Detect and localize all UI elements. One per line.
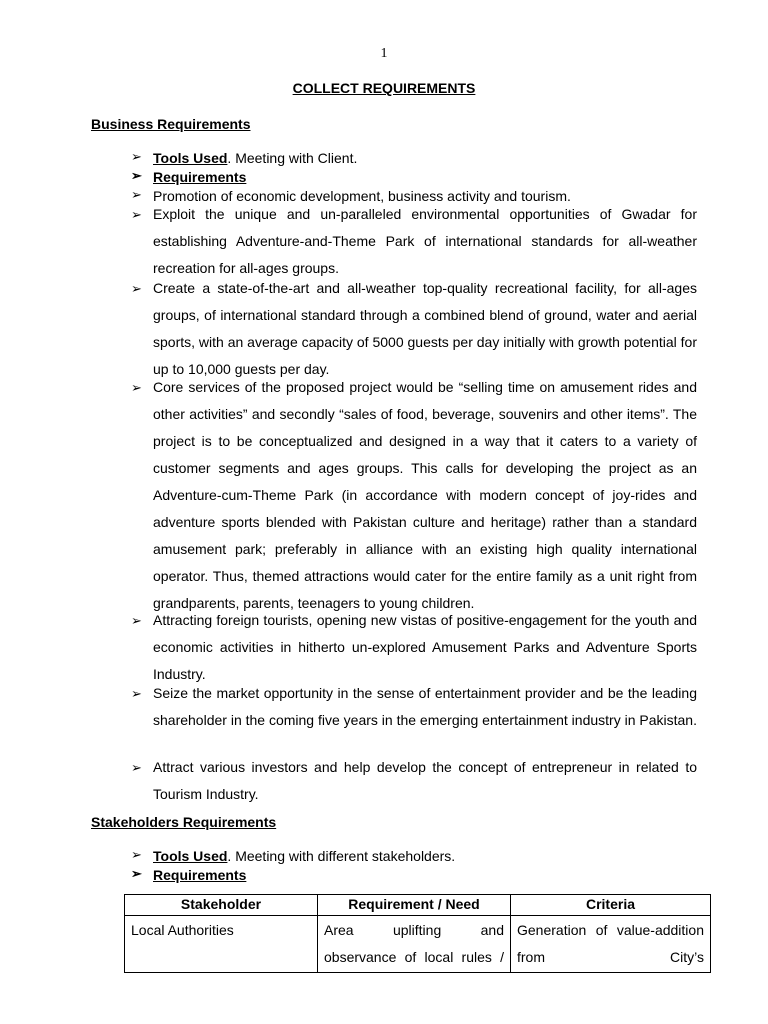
list-item: ➢ Seize the market opportunity in the sense of entertainment provider and be the leading shareholder in the coming five years in the emerging entertainment industry in Pakistan. xyxy=(131,685,697,728)
stakeholders-requirements-label: ➢ Requirements xyxy=(131,866,247,883)
arrow-bullet-icon: ➢ xyxy=(131,207,142,222)
arrow-bullet-icon: ➢ xyxy=(131,686,142,701)
column-header-stakeholder: Stakeholder xyxy=(125,895,318,916)
stakeholders-table xyxy=(124,894,711,973)
table-row xyxy=(125,916,711,973)
table-cell: Generation of value-addition from City’s xyxy=(511,916,711,973)
arrow-bullet-icon: ➢ xyxy=(131,613,142,628)
document-title: COLLECT REQUIREMENTS xyxy=(292,80,476,96)
arrow-bullet-icon: ➢ xyxy=(131,168,142,183)
stakeholders-requirements-heading: Stakeholders Requirements xyxy=(91,814,277,830)
column-header-criteria: Criteria xyxy=(511,895,711,916)
stakeholders-tools-used: ➢ Tools Used. Meeting with different stakeholders. xyxy=(131,847,456,864)
arrow-bullet-icon: ➢ xyxy=(131,187,142,202)
arrow-bullet-icon: ➢ xyxy=(131,847,142,862)
table-cell: Local Authorities xyxy=(125,916,318,973)
list-item: ➢ Attract various investors and help develop the concept of entrepreneur in related to Tourism Industry. xyxy=(131,759,697,802)
arrow-bullet-icon: ➢ xyxy=(131,149,142,164)
page-number: 1 xyxy=(380,46,388,61)
list-item: ➢ Exploit the unique and un-paralleled environmental opportunities of Gwadar for establishing Adventure-and-Theme Park of international standards for all-weather recreation for all-ages groups. xyxy=(131,206,697,276)
arrow-bullet-icon: ➢ xyxy=(131,866,142,881)
list-item: ➢ Core services of the proposed project would be “selling time on amusement rides and other activities” and secondly “sales of food, beverage, souvenirs and other items”. The project is to be conceptualized and designed in a way that it caters to a variety of customer segments and ages groups. This calls for developing the project as an Adventure-cum-Theme Park (in accordance with modern concept of joy-rides and adventure sports blended with Pakistan culture and heritage) rather than a standard amusement park; preferably in alliance with an existing high quality international operator. Thus, themed attractions would cater for the entire family as a unit right from grandparents, parents, teenagers to young children. xyxy=(131,379,697,611)
list-item: ➢ Promotion of economic development, business activity and tourism. xyxy=(131,187,571,204)
arrow-bullet-icon: ➢ xyxy=(131,281,142,296)
arrow-bullet-icon: ➢ xyxy=(131,760,142,775)
list-item: ➢ Create a state-of-the-art and all-weather top-quality recreational facility, for all-ages groups, of international standard through a combined blend of ground, water and aerial sports, with an average capacity of 5000 guests per day initially with growth potential for up to 10,000 guests per day. xyxy=(131,280,697,377)
list-item: ➢ Attracting foreign tourists, opening new vistas of positive-engagement for the youth and economic activities in hitherto un-explored Amusement Parks and Adventure Sports Industry. xyxy=(131,612,697,682)
table-header-row xyxy=(125,895,711,916)
arrow-bullet-icon: ➢ xyxy=(131,380,142,395)
table-cell: Area uplifting and observance of local rules / xyxy=(318,916,511,973)
column-header-requirement: Requirement / Need xyxy=(318,895,511,916)
business-requirements-label: ➢ Requirements xyxy=(131,168,247,185)
business-tools-used: ➢ Tools Used. Meeting with Client. xyxy=(131,149,358,166)
business-requirements-heading: Business Requirements xyxy=(91,116,251,132)
